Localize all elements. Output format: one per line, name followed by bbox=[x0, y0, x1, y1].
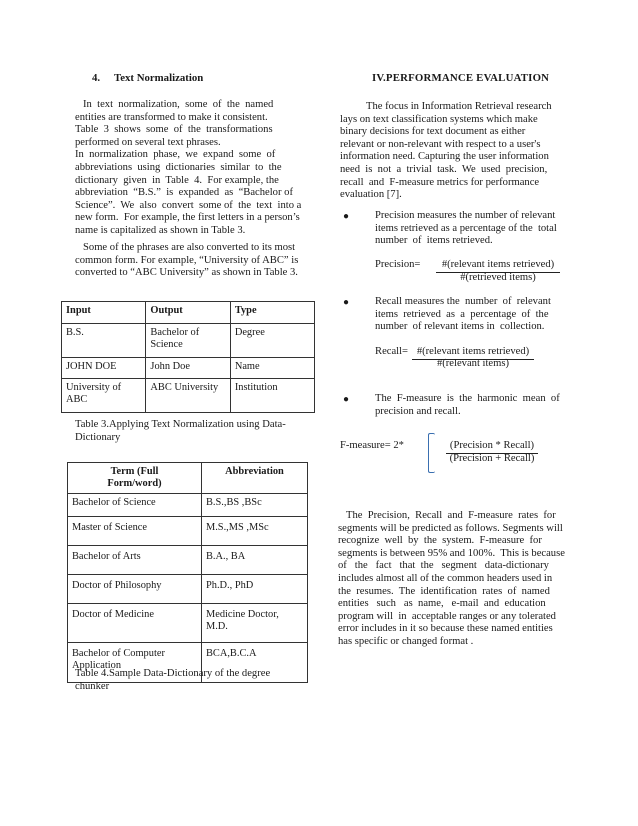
table-cell: University of ABC bbox=[62, 379, 146, 413]
text-line: performed on several text phrases. bbox=[75, 136, 221, 148]
text-line: has specific or changed format . bbox=[338, 635, 474, 647]
table-cell: Master of Science bbox=[68, 516, 202, 545]
text-line: entities such as name, e-mail and education bbox=[338, 598, 546, 610]
text-line: The focus in Information Retrieval research bbox=[366, 101, 552, 112]
text-line: program will in acceptable ranges or any tolerated bbox=[338, 610, 556, 622]
table-cell: B.S. bbox=[62, 324, 146, 358]
table-cell: ABC University bbox=[146, 379, 230, 413]
text-line: Table 3.Applying Text Normalization using Data- bbox=[75, 419, 286, 430]
table-row bbox=[68, 516, 308, 545]
text-line: abbreviations using dictionaries similar to the bbox=[75, 161, 282, 173]
text-line: items retrieved as a percentage of the bbox=[375, 308, 549, 320]
table-4-caption bbox=[75, 668, 305, 693]
table-cell: JOHN DOE bbox=[62, 358, 146, 379]
table-row bbox=[68, 493, 308, 516]
table-cell: Doctor of Medicine bbox=[68, 603, 202, 642]
table-cell: Degree bbox=[230, 324, 314, 358]
text-line: dictionary given in Table 4. For example, the bbox=[75, 174, 279, 186]
table-row bbox=[62, 358, 315, 379]
text-line: recognize well by the system. F-measure for bbox=[338, 535, 542, 547]
text-line: The F-measure is the harmonic mean of bbox=[375, 393, 560, 404]
text-line: the resumes. The identification rates of named bbox=[338, 585, 550, 597]
table-cell: John Doe bbox=[146, 358, 230, 379]
text-line: binary decisions for text document as either bbox=[340, 126, 526, 138]
section-title-iv: IV.PERFORMANCE EVALUATION bbox=[372, 72, 550, 84]
precision-formula-label: Precision= bbox=[375, 259, 421, 270]
text-line: information need. Capturing the user information bbox=[340, 151, 549, 163]
bullet-marker-3: ● bbox=[343, 394, 350, 405]
table-cell: BCA,B.C.A bbox=[201, 642, 307, 682]
text-line: Some of the phrases are also converted to its most bbox=[83, 242, 296, 253]
text-line: need is not a trivial task. We used precision, bbox=[340, 163, 548, 175]
table-row bbox=[68, 545, 308, 574]
text-line: lays on text classification systems which make bbox=[340, 113, 538, 125]
recall-formula-denominator: #(relevant items) bbox=[436, 358, 510, 369]
bullet-recall bbox=[375, 296, 563, 334]
table-row bbox=[62, 379, 315, 413]
section-heading-performance-evaluation bbox=[372, 72, 549, 85]
section-title: Text Normalization bbox=[114, 72, 204, 84]
text-line: entities are transformed to make it consistent. bbox=[75, 111, 268, 123]
table-cell: Bachelor of Computer Application bbox=[68, 642, 202, 682]
table-cell: Bachelor of Science bbox=[68, 493, 202, 516]
table-cell: B.S.,BS ,BSc bbox=[201, 493, 307, 516]
text-line: Science”. We also convert some of the text into a bbox=[75, 199, 302, 211]
paragraph-common-form bbox=[75, 242, 303, 280]
paragraph-normalization-intro bbox=[75, 99, 303, 238]
text-line: new form. For example, the first letters in a person’s bbox=[75, 212, 300, 224]
text-line: includes almost all of the common headers used in bbox=[338, 572, 553, 584]
recall-formula-numerator: #(relevant items retrieved) bbox=[412, 346, 534, 360]
table-cell: Institution bbox=[230, 379, 314, 413]
text-line: chunker bbox=[75, 680, 110, 692]
table-cell: M.S.,MS ,MSc bbox=[201, 516, 307, 545]
text-line: number of relevant items in collection. bbox=[375, 321, 545, 333]
text-line: Dictionary bbox=[75, 431, 121, 443]
paragraph-rates bbox=[338, 510, 563, 649]
text-line: common form. For example, “University of ABC” is bbox=[75, 254, 299, 266]
fmeasure-formula-numerator: (Precision * Recall) bbox=[446, 440, 538, 454]
table-row bbox=[68, 574, 308, 603]
fmeasure-bracket bbox=[428, 433, 435, 473]
table-header-cell: Abbreviation bbox=[201, 463, 307, 494]
text-line: segments will be predicted as follows. Segments will bbox=[338, 522, 563, 534]
table-cell: Medicine Doctor, M.D. bbox=[201, 603, 307, 642]
text-line: precision and recall. bbox=[375, 405, 461, 417]
fmeasure-formula-denominator: (Precision + Recall) bbox=[449, 453, 535, 464]
table-header-cell: Term (Full Form/word) bbox=[68, 463, 202, 494]
table-row bbox=[68, 603, 308, 642]
text-line: abbreviation “B.S.” is expanded as “Bachelor of bbox=[75, 187, 293, 199]
fmeasure-formula-label: F-measure= 2* bbox=[340, 440, 404, 451]
table-cell: Bachelor of Science bbox=[146, 324, 230, 358]
text-line: of the fact that the segment data-dictionary bbox=[338, 560, 549, 572]
text-line: In normalization phase, we expand some of bbox=[75, 149, 276, 161]
table-3-text-normalization bbox=[61, 301, 315, 413]
bullet-fmeasure bbox=[375, 393, 563, 418]
table-cell: Bachelor of Arts bbox=[68, 545, 202, 574]
table-cell: Ph.D., PhD bbox=[201, 574, 307, 603]
table-4-data-dictionary bbox=[67, 462, 308, 683]
text-line: Table 3 shows some of the transformations bbox=[75, 124, 273, 136]
text-line: relevant or non-relevant with respect to a user's bbox=[340, 138, 541, 150]
bullet-precision bbox=[375, 210, 563, 248]
text-line: evaluation [7]. bbox=[340, 189, 402, 201]
precision-formula-numerator: #(relevant items retrieved) bbox=[436, 259, 560, 273]
table-cell: Doctor of Philosophy bbox=[68, 574, 202, 603]
text-line: segments is between 95% and 100%. This is because bbox=[338, 547, 565, 559]
table-header-cell: Input bbox=[62, 302, 146, 324]
text-line: Recall measures the number of relevant bbox=[375, 296, 551, 307]
section-number: 4. bbox=[92, 72, 101, 84]
bullet-marker-2: ● bbox=[343, 297, 350, 308]
table-3-caption bbox=[75, 419, 305, 444]
bullet-marker-1: ● bbox=[343, 211, 350, 222]
table-row bbox=[62, 324, 315, 358]
recall-formula-label: Recall= bbox=[375, 346, 409, 357]
text-line: number of items retrieved. bbox=[375, 235, 493, 247]
text-line: In text normalization, some of the named bbox=[83, 99, 274, 110]
table-cell: B.A., BA bbox=[201, 545, 307, 574]
text-line: name is capitalized as shown in Table 3. bbox=[75, 224, 246, 236]
text-line: converted to “ABC University” as shown in Table 3. bbox=[75, 267, 298, 279]
table-cell: Name bbox=[230, 358, 314, 379]
text-line: The Precision, Recall and F-measure rates for bbox=[346, 510, 556, 521]
table-header-cell: Type bbox=[230, 302, 314, 324]
table-header-cell: Output bbox=[146, 302, 230, 324]
text-line: recall and F-measure metrics for performance bbox=[340, 176, 540, 188]
text-line: Precision measures the number of relevant bbox=[375, 210, 556, 221]
text-line: error includes in it so because these named entities bbox=[338, 623, 553, 635]
section-heading-text-normalization bbox=[92, 72, 203, 85]
text-line: items retrieved as a percentage of the total bbox=[375, 222, 557, 234]
text-line: Table 4.Sample Data-Dictionary of the degree bbox=[75, 668, 271, 679]
precision-formula-denominator: #(retrieved items) bbox=[460, 272, 536, 283]
paragraph-performance-intro bbox=[340, 101, 562, 202]
